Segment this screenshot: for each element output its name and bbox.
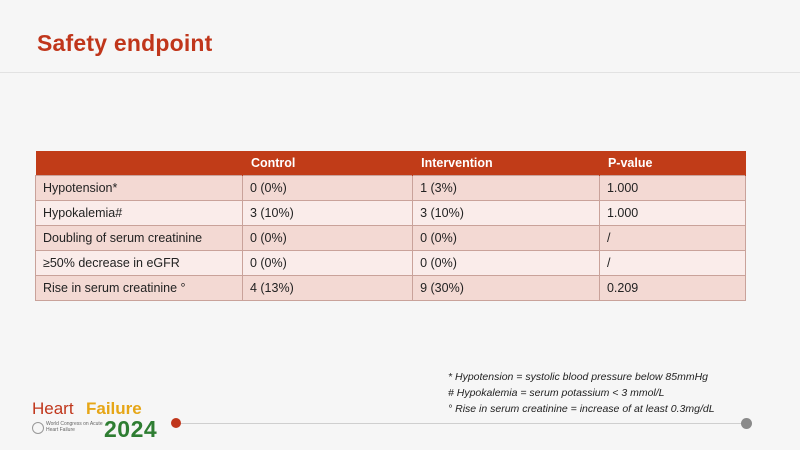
footnote-creatinine: ° Rise in serum creatinine = increase of at least 0.3mg/dL bbox=[448, 403, 715, 415]
pvalue-cell: / bbox=[599, 226, 745, 251]
header-cell-control: Control bbox=[242, 151, 412, 176]
header-cell-pvalue: P-value bbox=[599, 151, 745, 176]
intervention-cell: 1 (3%) bbox=[413, 176, 600, 201]
header-cell-intervention: Intervention bbox=[413, 151, 600, 176]
pvalue-cell: 1.000 bbox=[599, 176, 745, 201]
control-cell: 0 (0%) bbox=[242, 176, 412, 201]
pvalue-cell: 0.209 bbox=[599, 276, 745, 301]
table-row bbox=[36, 226, 746, 251]
intervention-cell: 0 (0%) bbox=[413, 251, 600, 276]
table-header-row bbox=[36, 151, 746, 176]
logo-word-failure: Failure bbox=[86, 399, 142, 418]
footnotes bbox=[448, 369, 715, 417]
slide-title: Safety endpoint bbox=[37, 30, 213, 56]
intervention-cell: 3 (10%) bbox=[413, 201, 600, 226]
row-label: Doubling of serum creatinine bbox=[36, 226, 243, 251]
pvalue-cell: 1.000 bbox=[599, 201, 745, 226]
row-label: Hypotension* bbox=[36, 176, 243, 201]
pvalue-cell: / bbox=[599, 251, 745, 276]
progress-start-dot bbox=[171, 418, 181, 428]
logo-word-heart: Heart bbox=[32, 399, 74, 418]
control-cell: 4 (13%) bbox=[242, 276, 412, 301]
progress-line bbox=[178, 423, 746, 424]
control-cell: 0 (0%) bbox=[242, 251, 412, 276]
title-divider bbox=[0, 72, 800, 73]
table-row bbox=[36, 276, 746, 301]
footnote-hypokalemia: # Hypokalemia = serum potassium < 3 mmol/L bbox=[448, 387, 665, 399]
logo-subtitle: World Congress on Acute Heart Failure bbox=[46, 421, 103, 433]
row-label: ≥50% decrease in eGFR bbox=[36, 251, 243, 276]
globe-icon bbox=[32, 422, 44, 434]
row-label: Hypokalemia# bbox=[36, 201, 243, 226]
intervention-cell: 9 (30%) bbox=[413, 276, 600, 301]
table-row bbox=[36, 251, 746, 276]
logo-year: 2024 bbox=[104, 416, 158, 442]
table-row bbox=[36, 201, 746, 226]
header-cell-label bbox=[36, 151, 243, 176]
safety-table bbox=[35, 151, 746, 301]
intervention-cell: 0 (0%) bbox=[413, 226, 600, 251]
control-cell: 3 (10%) bbox=[242, 201, 412, 226]
progress-end-dot bbox=[741, 418, 752, 429]
heart-failure-logo bbox=[30, 399, 180, 445]
control-cell: 0 (0%) bbox=[242, 226, 412, 251]
footnote-hypotension: * Hypotension = systolic blood pressure below 85mmHg bbox=[448, 371, 709, 383]
table-row bbox=[36, 176, 746, 201]
row-label: Rise in serum creatinine ° bbox=[36, 276, 243, 301]
